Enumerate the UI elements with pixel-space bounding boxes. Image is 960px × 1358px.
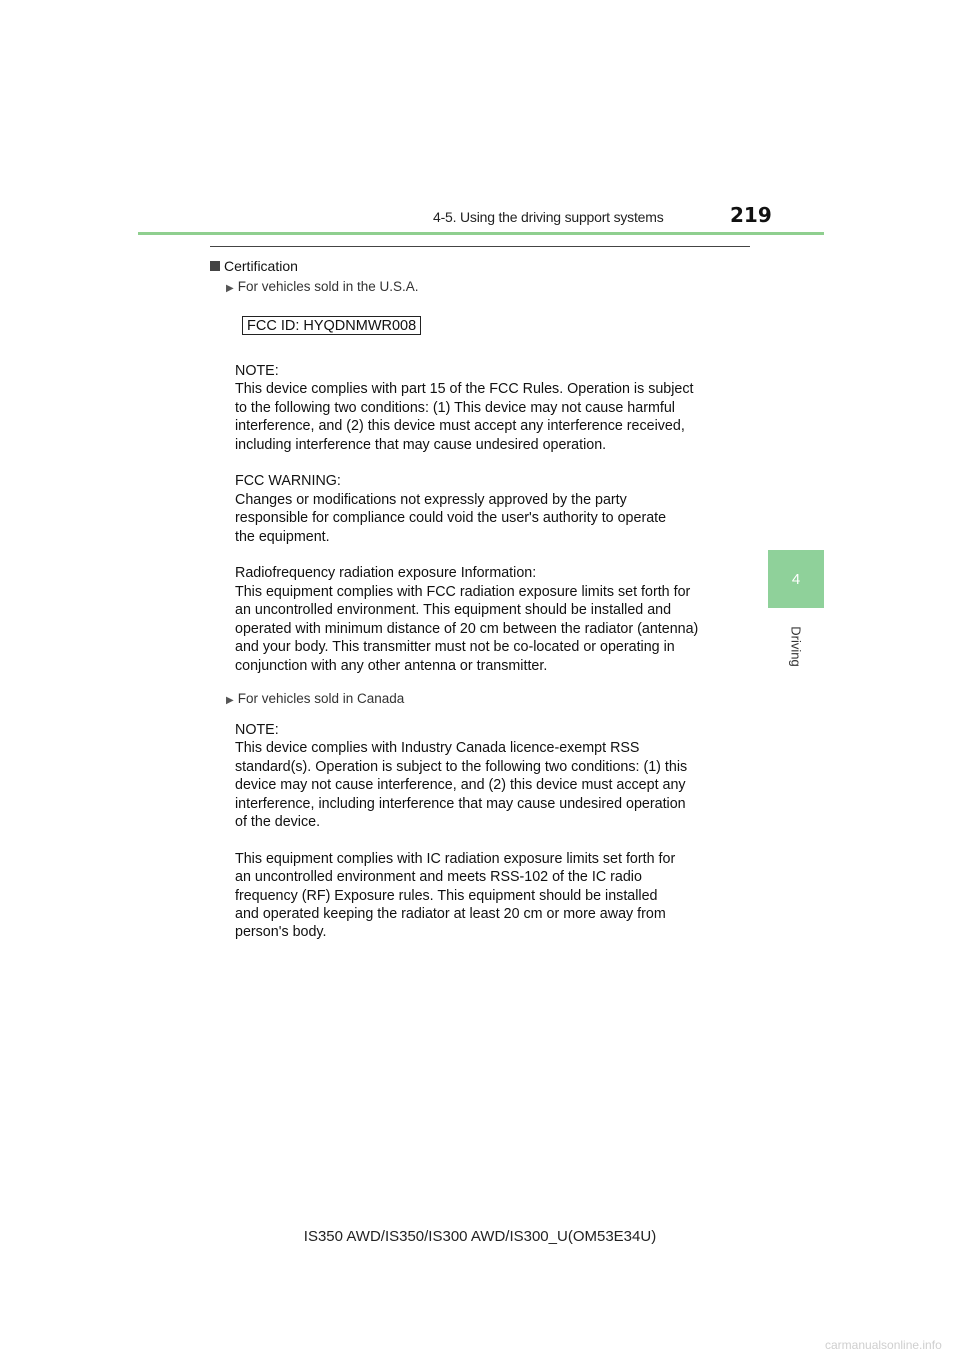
watermark: carmanualsonline.info <box>825 1338 942 1352</box>
usa-subheading-text: For vehicles sold in the U.S.A. <box>237 279 419 294</box>
canada-notice-text: NOTE: This device complies with Industry Canada licence-exempt RSS standard(s). Operation is subject to the following two conditions: (1) this device may not cause interference, and (2) this device must accept any interference, including interference that may cause undesired operation of the device. This equipment complies with IC radiation exposure limits set forth for an uncontrolled environment and meets RSS-102 of the IC radio frequency (RF) Exposure rules. This equipment should be installed and operated keeping the radiator at least 20 cm or more away from person's body. <box>235 722 688 941</box>
usa-subheading <box>226 279 419 294</box>
certification-heading-text: Certification <box>224 258 298 274</box>
canada-subheading-text: For vehicles sold in Canada <box>237 691 405 706</box>
header-rule <box>138 232 824 235</box>
certification-heading <box>210 258 298 274</box>
header-section-title: 4-5. Using the driving support systems <box>433 209 664 225</box>
canada-subheading <box>226 691 404 706</box>
triangle-bullet-icon: ▶ <box>226 695 234 706</box>
fcc-id-label: FCC ID: HYQDNMWR008 <box>242 316 421 335</box>
usa-notice-text: NOTE: This device complies with part 15 of the FCC Rules. Operation is subject to the following two conditions: (1) This device may not cause harmful interference, and (2) this device must accept any interference received, including interference that may cause undesired operation. FCC WARNING: Changes or modifications not expressly approved by the party responsible for compliance could void the user's authority to operate the equipment. Radiofrequency radiation exposure Information: This equipment complies with FCC radiation exposure limits set forth for an uncontrolled environment. This equipment should be installed and operated with minimum distance of 20 cm between the radiator (antenna) and your body. This transmitter must not be co-located or operating in conjunction with any other antenna or transmitter. <box>235 363 699 674</box>
section-rule <box>210 246 750 247</box>
chapter-number: 4 <box>791 570 801 588</box>
page-number: 219 <box>730 203 772 227</box>
chapter-side-label <box>771 616 821 676</box>
chapter-tab[interactable] <box>768 550 824 608</box>
footer-model-code: IS350 AWD/IS350/IS300 AWD/IS300_U(OM53E34U) <box>303 1228 657 1245</box>
chapter-label: Driving <box>788 625 804 667</box>
square-bullet-icon <box>210 261 220 271</box>
triangle-bullet-icon: ▶ <box>226 283 234 294</box>
